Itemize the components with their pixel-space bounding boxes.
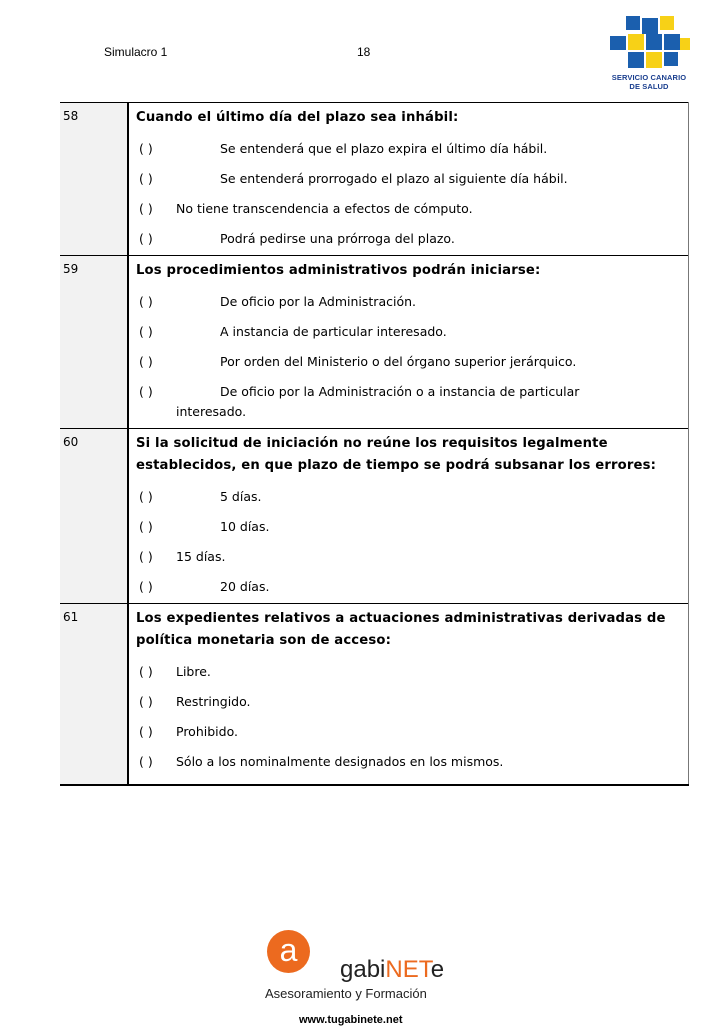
answer-text: A instancia de particular interesado. — [220, 324, 447, 339]
answer-checkbox[interactable]: ( ) — [139, 171, 153, 186]
brand-part-1: gabi — [340, 956, 386, 983]
question-number: 58 — [60, 103, 128, 256]
answer-text: Prohibido. — [176, 724, 238, 739]
answer-text: 20 días. — [220, 579, 270, 594]
logo-line-1: SERVICIO CANARIO — [611, 73, 687, 82]
answer-text: De oficio por la Administración. — [220, 294, 416, 309]
logo-mark: a — [279, 932, 298, 968]
answer-text: Sólo a los nominalmente designados en los mismos. — [176, 754, 504, 769]
answer-checkbox[interactable]: ( ) — [139, 664, 153, 679]
answer-option[interactable] — [136, 517, 688, 537]
servicio-canario-logo — [606, 16, 692, 96]
logo-line-2: DE SALUD — [629, 82, 669, 91]
answer-text: Restringido. — [176, 694, 251, 709]
answer-option[interactable] — [136, 752, 688, 772]
at-sign-icon — [267, 930, 310, 973]
answer-option[interactable] — [136, 487, 688, 507]
answer-option[interactable] — [136, 169, 688, 189]
brand-part-3: e — [430, 956, 445, 983]
answer-checkbox[interactable]: ( ) — [139, 549, 153, 564]
answer-option[interactable] — [136, 547, 688, 567]
question-title: Los expedientes relativos a actuaciones administrativas derivadas de política monetaria son de acceso: — [136, 611, 666, 648]
answer-checkbox[interactable]: ( ) — [139, 724, 153, 739]
question-title: Los procedimientos administrativos podrán iniciarse: — [136, 263, 541, 278]
answer-checkbox[interactable]: ( ) — [139, 201, 153, 216]
question-row — [60, 103, 689, 256]
answer-text: 15 días. — [176, 549, 226, 564]
question-row — [60, 256, 689, 429]
answer-checkbox[interactable]: ( ) — [139, 694, 153, 709]
answer-checkbox[interactable]: ( ) — [139, 519, 153, 534]
answer-option[interactable] — [136, 577, 688, 597]
answer-checkbox[interactable]: ( ) — [139, 579, 153, 594]
question-number: 60 — [60, 429, 128, 604]
questions-table — [60, 102, 689, 786]
answer-checkbox[interactable]: ( ) — [139, 489, 153, 504]
answer-checkbox[interactable]: ( ) — [139, 754, 153, 769]
answer-checkbox[interactable]: ( ) — [139, 324, 153, 339]
question-number: 61 — [60, 604, 128, 786]
question-row — [60, 429, 689, 604]
answer-text: Se entenderá que el plazo expira el último día hábil. — [220, 141, 548, 156]
answer-text: Se entenderá prorrogado el plazo al siguiente día hábil. — [220, 171, 568, 186]
header-title: Simulacro 1 — [104, 45, 168, 59]
question-row — [60, 604, 689, 786]
answer-option[interactable] — [136, 199, 688, 219]
answer-option[interactable] — [136, 322, 688, 342]
answer-checkbox[interactable]: ( ) — [139, 231, 153, 246]
answer-option[interactable] — [136, 662, 688, 682]
answer-option[interactable] — [136, 692, 688, 712]
answer-text-continued: interesado. — [176, 404, 247, 419]
answer-text: Podrá pedirse una prórroga del plazo. — [220, 231, 455, 246]
answer-text: 10 días. — [220, 519, 270, 534]
answer-option[interactable] — [136, 382, 688, 422]
question-title: Cuando el último día del plazo sea inhábil: — [136, 110, 459, 125]
answer-option[interactable] — [136, 139, 688, 159]
answer-checkbox[interactable]: ( ) — [139, 141, 153, 156]
gabinete-logo — [263, 928, 453, 1028]
answer-option[interactable] — [136, 292, 688, 312]
answer-checkbox[interactable]: ( ) — [139, 384, 153, 399]
answer-option[interactable] — [136, 352, 688, 372]
page-number: 18 — [357, 45, 371, 59]
answer-checkbox[interactable]: ( ) — [139, 294, 153, 309]
website-link[interactable]: www.tugabinete.net — [299, 1014, 403, 1026]
cross-logo-icon — [606, 16, 692, 72]
answer-option[interactable] — [136, 229, 688, 249]
question-number: 59 — [60, 256, 128, 429]
brand-tagline: Asesoramiento y Formación — [265, 986, 427, 1001]
answer-text: De oficio por la Administración o a instancia de particular — [220, 384, 580, 399]
brand-part-2: NET — [385, 956, 431, 983]
answer-checkbox[interactable]: ( ) — [139, 354, 153, 369]
question-title: Si la solicitud de iniciación no reúne los requisitos legalmente establecidos, en que plazo de tiempo se podrá subsanar los errores: — [136, 436, 657, 473]
answer-text: 5 días. — [220, 489, 262, 504]
brand-name — [340, 956, 444, 984]
answer-text: Por orden del Ministerio o del órgano superior jerárquico. — [220, 354, 577, 369]
answer-text: Libre. — [176, 664, 211, 679]
answer-text: No tiene transcendencia a efectos de cómputo. — [176, 201, 473, 216]
answer-option[interactable] — [136, 722, 688, 742]
